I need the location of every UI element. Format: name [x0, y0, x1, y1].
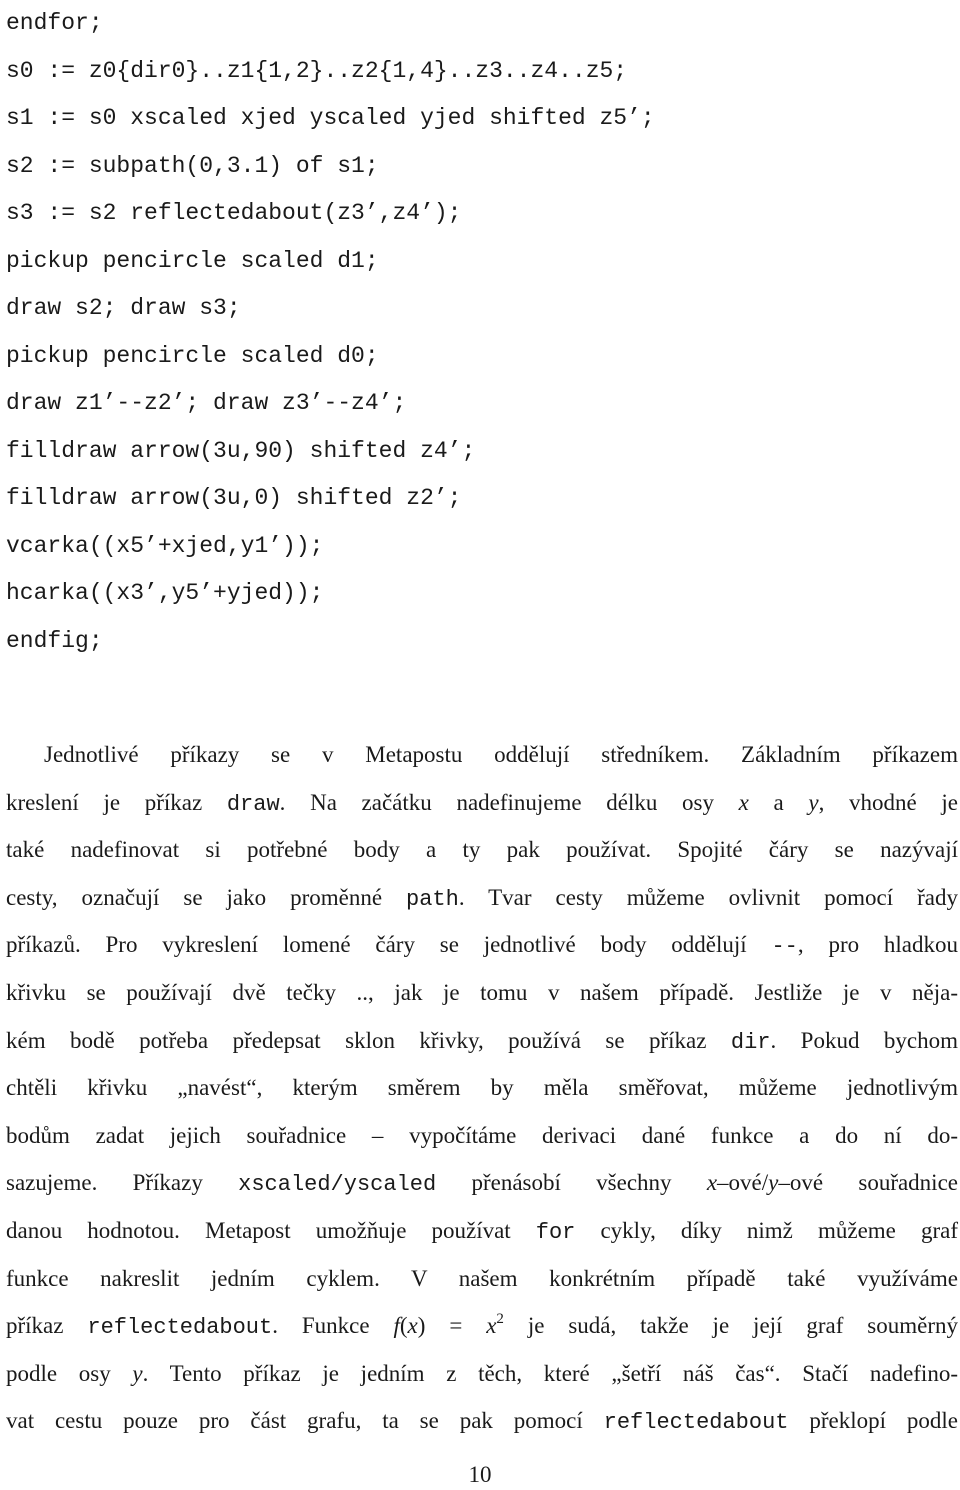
inline-code: draw	[226, 791, 280, 817]
code-line: s0 := z0{dir0}..z1{1,2}..z2{1,4}..z3..z4..z5;	[6, 57, 628, 84]
paragraph-line: kreslení je příkaz draw. Na začátku nadefinujeme délku osy x a y, vhodné je	[6, 789, 958, 817]
paragraph-line: cesty, označují se jako proměnné path. Tvar cesty můžeme ovlivnit pomocí řady	[6, 884, 958, 912]
paragraph-line: danou hodnotou. Metapost umožňuje používat for cykly, díky nimž můžeme graf	[6, 1217, 958, 1245]
code-line: s1 := s0 xscaled xjed yscaled yjed shifted z5’;	[6, 105, 655, 131]
code-line: filldraw arrow(3u,90) shifted z4’;	[6, 437, 476, 464]
code-line: endfor;	[6, 10, 103, 36]
code-line: vcarka((x5’+xjed,y1’));	[6, 532, 324, 559]
paragraph-line: bodům zadat jejich souřadnice – vypočítáme derivaci dané funkce a do ní do-	[6, 1122, 958, 1148]
inline-code: --	[771, 934, 798, 960]
page-number: 10	[468, 1462, 492, 1487]
inline-code: for	[535, 1219, 576, 1245]
code-line: pickup pencircle scaled d1;	[6, 247, 379, 274]
inline-code: reflectedabout	[87, 1315, 273, 1341]
paragraph-line: podle osy y. Tento příkaz je jedním z těch, které „šetří náš čas“. Stačí nadefino-	[6, 1360, 958, 1386]
paragraph-line: vat cestu pouze pro část grafu, ta se pak pomocí reflectedabout překlopí podle	[6, 1408, 958, 1436]
paragraph-line: křivku se používají dvě tečky .., jak je tomu v našem případě. Jestliže je v něja-	[6, 979, 958, 1005]
code-listing	[6, 0, 655, 665]
paragraph-line: chtěli křivku „navést“, kterým směrem by měla směřovat, můžeme jednotlivým	[6, 1075, 958, 1101]
inline-code: path	[406, 886, 459, 912]
inline-code: reflectedabout	[603, 1410, 789, 1436]
code-line: s3 := s2 reflectedabout(z3’,z4’);	[6, 200, 462, 226]
code-line: filldraw arrow(3u,0) shifted z2’;	[6, 485, 462, 511]
paragraph-line: funkce nakreslit jedním cyklem. V našem konkrétním případě také využíváme	[6, 1265, 958, 1291]
paragraph-line: sazujeme. Příkazy xscaled/yscaled přenásobí všechny x–ové/y–ové souřadnice	[6, 1170, 958, 1198]
code-line: s2 := subpath(0,3.1) of s1;	[6, 152, 379, 179]
inline-code: xscaled/yscaled	[238, 1172, 437, 1198]
paragraph-line: kém bodě potřeba předepsat sklon křivky, používá se příkaz dir. Pokud bychom	[6, 1027, 959, 1055]
superscript: 2	[496, 1311, 504, 1328]
paragraph-line: také nadefinovat si potřebné body a ty pak používat. Spojité čáry se nazývají	[6, 837, 958, 863]
inline-code: dir	[730, 1029, 771, 1055]
code-line: pickup pencircle scaled d0;	[6, 342, 379, 369]
code-line: hcarka((x3’,y5’+yjed));	[6, 580, 324, 606]
code-line: endfig;	[6, 627, 103, 654]
body-paragraph	[6, 731, 958, 1445]
code-line: draw z1’--z2’; draw z3’--z4’;	[6, 390, 407, 416]
paragraph-line: příkaz reflectedabout. Funkce $f(x) = x^2$ je sudá, takže je její graf souměrný	[6, 1311, 958, 1341]
paragraph-line: Jednotlivé příkazy se v Metapostu oddělují středníkem. Základním příkazem	[44, 742, 958, 767]
paragraph-line: příkazů. Pro vykreslení lomené čáry se jednotlivé body oddělují --, pro hladkou	[6, 932, 959, 960]
code-line: draw s2; draw s3;	[6, 295, 241, 321]
